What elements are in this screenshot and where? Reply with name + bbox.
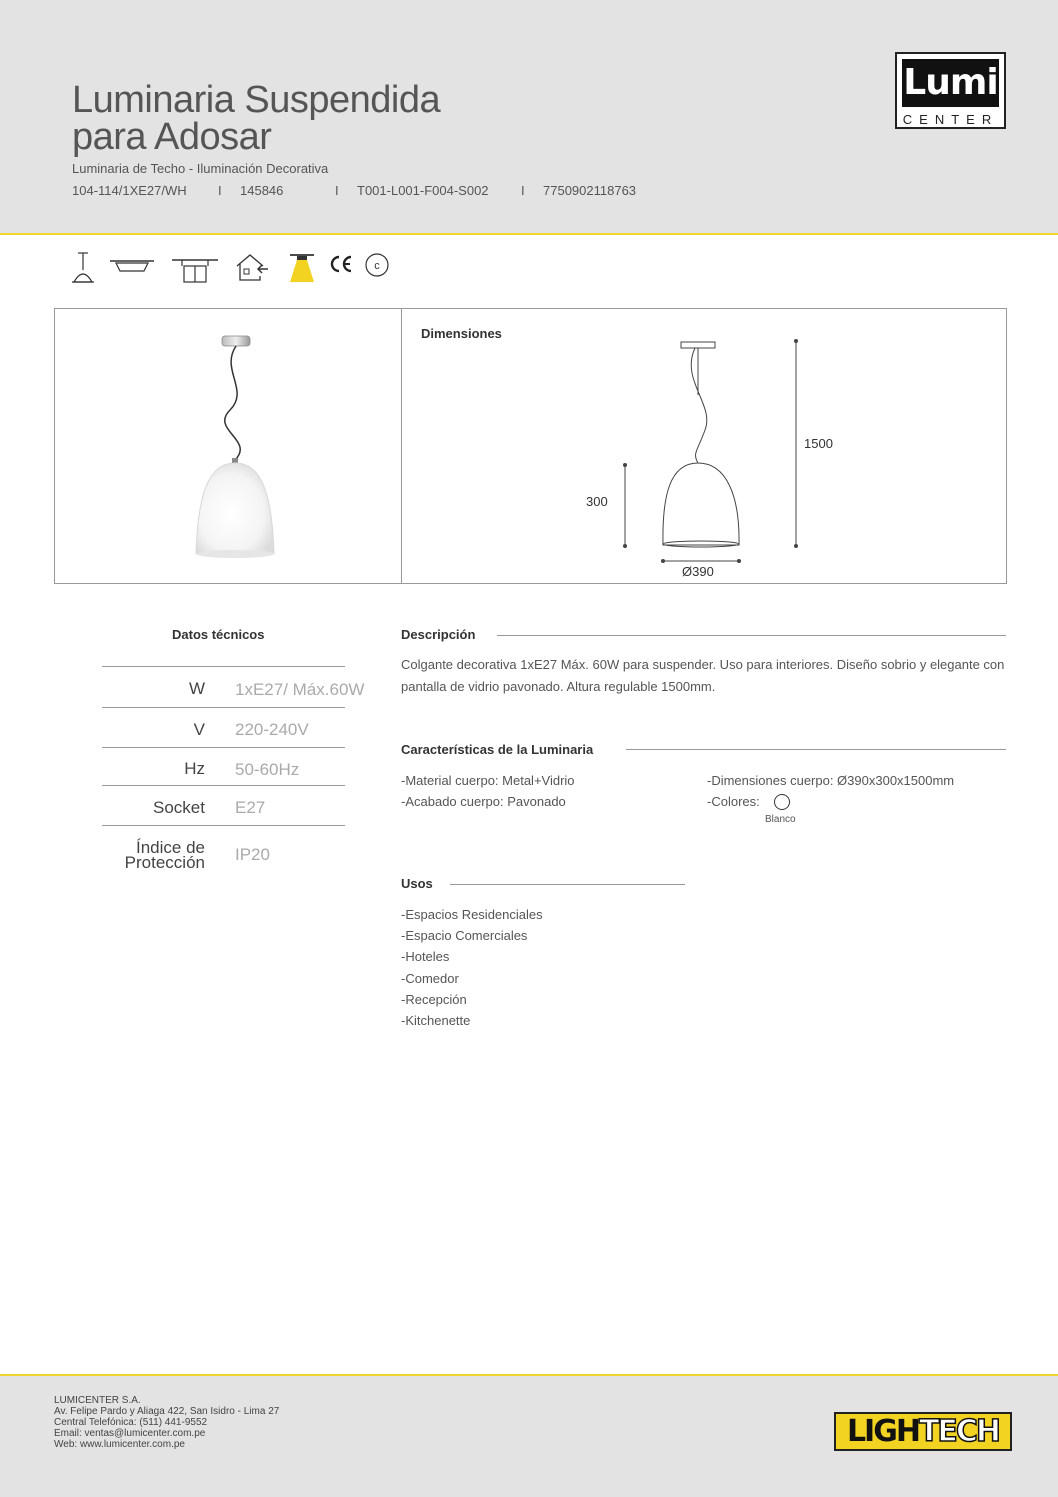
dimensions-title: Dimensiones	[421, 326, 502, 341]
separator: I	[335, 183, 339, 198]
tech-key: V	[193, 720, 205, 739]
use-item: -Espacios Residenciales	[401, 907, 543, 922]
tech-key	[125, 840, 205, 870]
footer-company: LUMICENTER S.A.	[54, 1395, 141, 1406]
tech-row-watts	[102, 666, 365, 707]
tech-key: W	[188, 679, 205, 698]
svg-text:c: c	[374, 260, 380, 272]
use-item: -Hoteles	[401, 949, 450, 964]
separator: I	[218, 183, 222, 198]
uses-title: Usos	[401, 876, 433, 891]
tech-row-frequency	[102, 747, 345, 785]
section-rule	[626, 749, 1006, 750]
tech-value: 1xE27/ Máx.60W	[235, 680, 365, 699]
section-rule	[497, 635, 1006, 636]
tech-row-voltage	[102, 707, 345, 747]
surface-mount-icon	[170, 252, 220, 284]
tech-row-socket	[102, 785, 345, 825]
tech-data-title: Datos técnicos	[172, 627, 265, 642]
title-line-1: Luminaria Suspendida	[72, 79, 441, 121]
lumicenter-logo	[895, 52, 1006, 129]
title-line-2: para Adosar	[72, 116, 272, 158]
product-code: 145846	[240, 183, 284, 198]
description-title: Descripción	[401, 627, 476, 642]
dimension-diameter: Ø390	[682, 564, 714, 579]
tech-key: Hz	[184, 759, 205, 778]
ce-mark-icon	[328, 252, 354, 276]
product-photo	[180, 330, 290, 565]
use-item: -Comedor	[401, 971, 459, 986]
use-item: -Recepción	[401, 992, 467, 1007]
description-text: Colgante decorativa 1xE27 Máx. 60W para suspender. Uso para interiores. Diseño sobrio y elegante con pantalla de vidrio pavonado. Altura regulable 1500mm.	[401, 657, 1005, 694]
indoor-use-icon	[234, 252, 270, 282]
barcode-number: 7750902118763	[543, 183, 637, 198]
footer-address: Av. Felipe Pardo y Aliaga 422, San Isidro - Lima 27	[54, 1406, 280, 1417]
product-code: T001-L001-F004-S002	[357, 183, 489, 198]
tech-key: Socket	[153, 798, 205, 817]
tech-key-line: Protección	[124, 853, 205, 872]
logo-main: Lumi	[902, 59, 999, 107]
panel-divider	[401, 309, 402, 583]
pendant-mount-icon	[70, 252, 96, 284]
use-item: -Espacio Comerciales	[401, 928, 528, 943]
lightech-logo	[834, 1412, 1012, 1451]
footer-web: Web: www.lumicenter.com.pe	[54, 1439, 185, 1450]
tech-value: E27	[235, 798, 266, 817]
tech-row-protection	[102, 825, 345, 875]
dimension-shade-height: 300	[586, 494, 608, 509]
features-title: Características de la Luminaria	[401, 742, 594, 757]
class-c-icon	[364, 252, 390, 278]
color-swatch	[774, 794, 790, 810]
section-rule	[450, 884, 685, 885]
feature-finish: -Acabado cuerpo: Pavonado	[401, 794, 566, 809]
page-subtitle: Luminaria de Techo - Iluminación Decorativa	[72, 161, 329, 176]
use-item: -Kitchenette	[401, 1013, 471, 1028]
color-name: Blanco	[765, 814, 796, 825]
tech-value: 50-60Hz	[235, 760, 300, 779]
footer-email: Email: ventas@lumicenter.com.pe	[54, 1428, 206, 1439]
product-codes	[72, 183, 636, 198]
dimension-total-height: 1500	[804, 436, 833, 451]
lightech-logo-part-b: TECH	[918, 1414, 1000, 1449]
separator: I	[521, 183, 525, 198]
feature-dimensions: -Dimensiones cuerpo: Ø390x300x1500mm	[707, 773, 955, 788]
product-code: 104-114/1XE27/WH	[72, 183, 187, 198]
page-title	[72, 79, 441, 158]
logo-sub: CENTER	[902, 112, 999, 127]
feature-material: -Material cuerpo: Metal+Vidrio	[401, 773, 575, 788]
tech-value: IP20	[235, 845, 270, 864]
feature-colors: -Colores:	[707, 794, 760, 809]
tech-key-line: Índice de	[136, 838, 205, 857]
light-beam-icon	[288, 252, 316, 284]
tech-value: 220-240V	[235, 720, 309, 739]
footer-phone: Central Telefónica: (511) 441-9552	[54, 1417, 208, 1428]
lightech-logo-part-a: LIGH	[846, 1414, 919, 1449]
recessed-ceiling-icon	[108, 252, 156, 276]
dimension-drawing	[600, 335, 820, 567]
